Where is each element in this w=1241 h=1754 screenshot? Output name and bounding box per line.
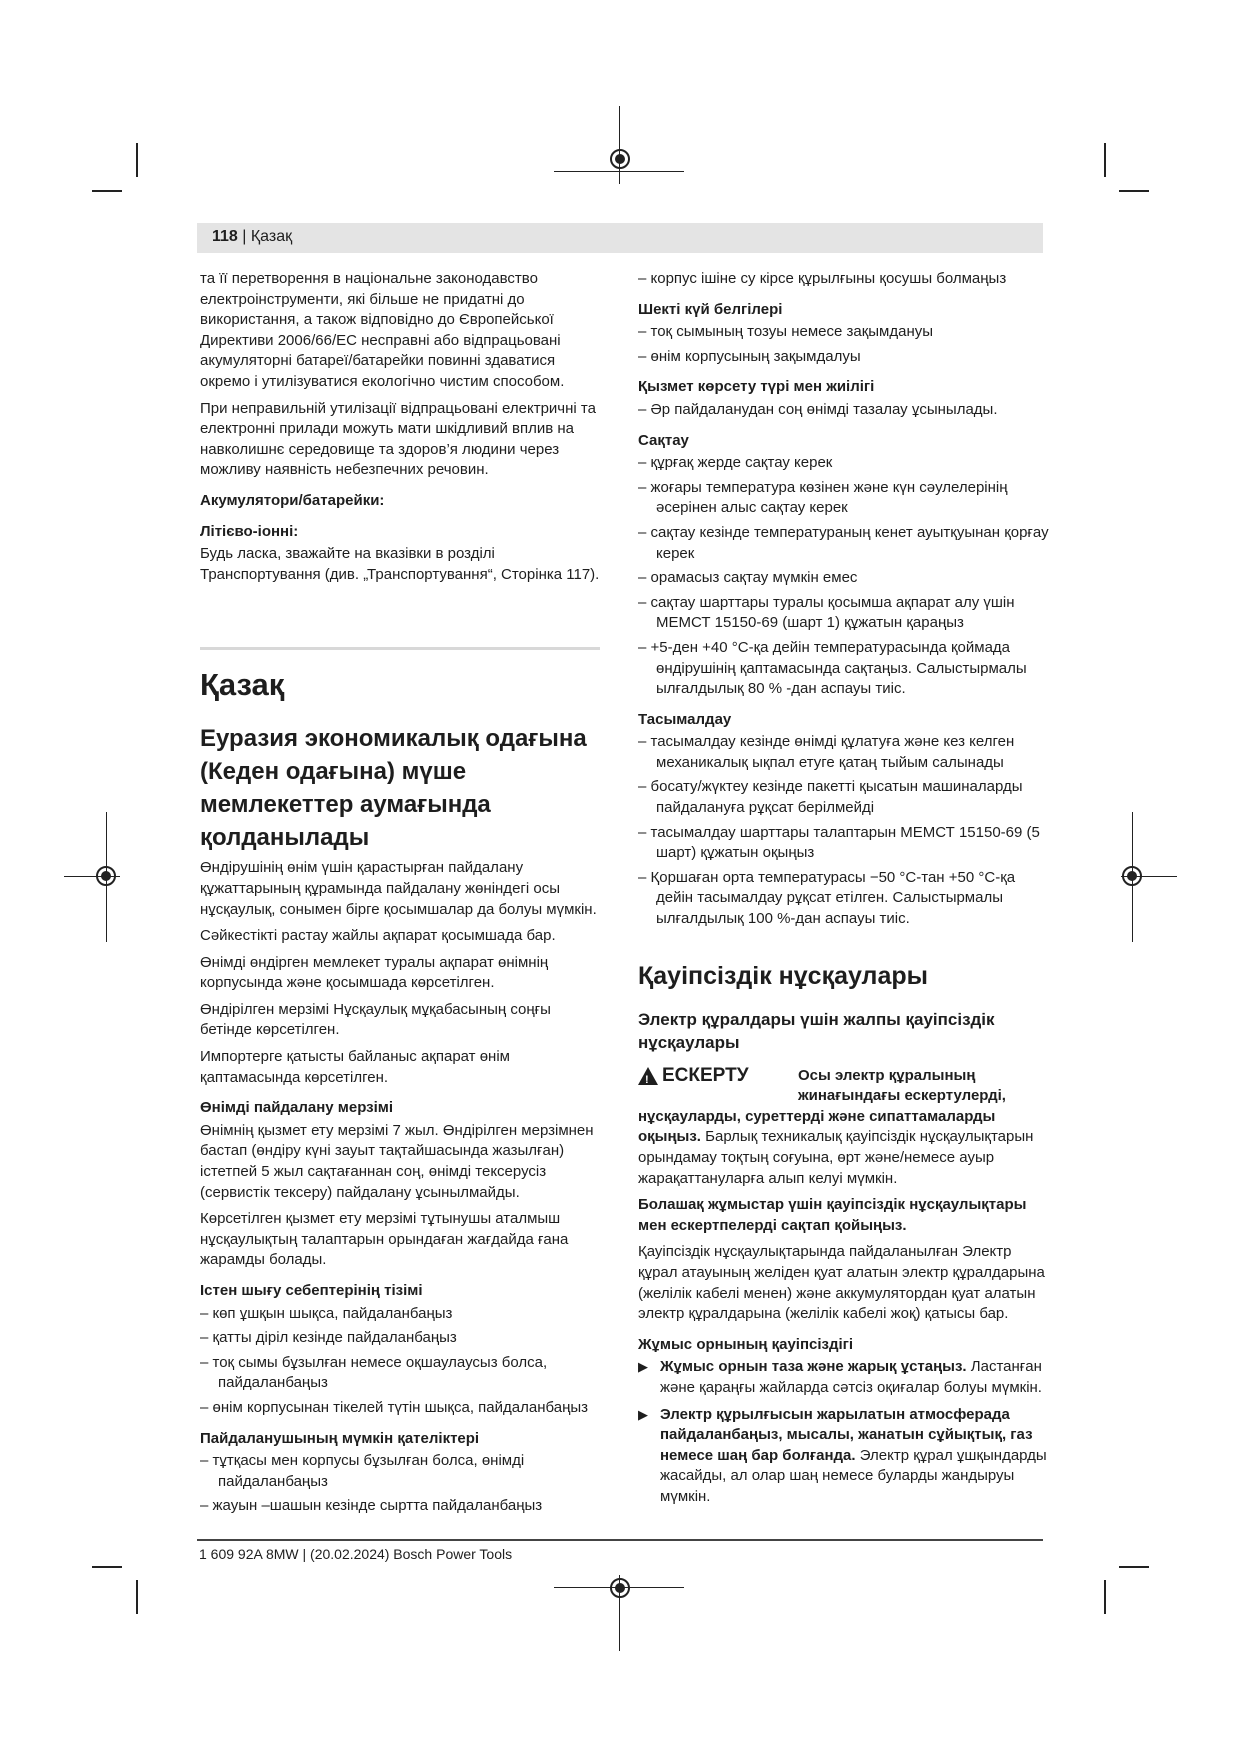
- crop-mark: [1119, 190, 1149, 192]
- header-language: Қазақ: [250, 228, 293, 245]
- right-column: [638, 269, 1053, 1514]
- crop-mark: [92, 1566, 122, 1568]
- section-heading: Пайдаланушының мүмкін қателіктері: [200, 1429, 480, 1447]
- section-heading: Літієво-іонні:: [200, 522, 299, 540]
- list-item: – тұтқасы мен корпусы бұзылған болса, өнімді пайдаланбаңыз: [200, 1452, 525, 1490]
- list-item: – жоғары температура көзінен және күн сәулелерінің әсерінен алыс сақтау керек: [638, 478, 1008, 517]
- warning-word: ЕСКЕРТУ: [662, 1064, 749, 1086]
- warning-head: Осы электр құралының жинағындағы ескертулерді,: [798, 1066, 1006, 1105]
- left-column: [200, 269, 600, 1521]
- paragraph: Өндірілген мерзімі Нұсқаулық мұқабасының соңғы бетінде көрсетілген.: [200, 1000, 551, 1039]
- footer-rule: [197, 1539, 1043, 1541]
- page-footer: 1 609 92A 8MW | (20.02.2024) Bosch Power Tools: [199, 1546, 513, 1562]
- section-divider: [200, 647, 600, 650]
- paragraph: та її перетворення в національне законодавство електроінструменти, які більше не придатні до використання, а також відповідно до Європейської Директиви 2006/66/ЕС несправні або відпрацьовані акумуляторні батареї/батарейки повинні здаватися окремо і утилізуватися екологічно чистим способом.: [200, 270, 565, 390]
- list-item: – жауын –шашын кезінде сыртта пайдаланбаңыз: [200, 1497, 543, 1515]
- list-item: – сақтау шарттары туралы қосымша ақпарат алу үшін МЕМСТ 15150-69 (шарт 1) құжатын қараңыз: [638, 593, 1015, 632]
- bullet-item: [638, 1405, 1053, 1508]
- section-heading: Шекті күй белгілері: [638, 300, 783, 318]
- bullet-bold: Электр құрылғысын жарылатын атмосферада пайдаланбаңыз, мысалы, жанатын сұйықтық, газ немесе шаң бар болғанда.: [660, 1405, 1033, 1464]
- keep-instructions: Болашақ жұмыстар үшін қауіпсіздік нұсқаулықтары мен ескертпелерді сақтап қойыңыз.: [638, 1196, 1027, 1234]
- general-safety-title: Электр құралдары үшін жалпы қауіпсіздік нұсқаулары: [638, 1009, 995, 1052]
- paragraph: Будь ласка, зважайте на вказівки в розділі Транспортування (див. „Транспортування“, Сторінка 117).: [200, 545, 600, 583]
- warning-text: Барлық техникалық қауіпсіздік нұсқаулықтарын орындамау тоқтың соғуына, өрт және/немесе ауыр жарақаттануларға алып келуі мүмкін.: [638, 1128, 1034, 1187]
- warning-label: [638, 1066, 798, 1087]
- section-heading: Қызмет көрсету түрі мен жиілігі: [638, 378, 875, 396]
- crop-mark: [136, 1580, 138, 1614]
- section-heading: Акумулятори/батарейки:: [200, 491, 385, 509]
- language-title: Қазақ: [200, 667, 285, 703]
- triangle-bullet-icon: ▶: [638, 1406, 648, 1422]
- warning-bold: нұсқауларды, суреттерді және сипаттамаларды оқыңыз.: [638, 1107, 996, 1146]
- paragraph: При неправильній утилізації відпрацьовані електричні та електронні прилади можуть мати шкідливий вплив на навколишнє середовище та здоров’я людини через можливу наявність небезпечних речовин.: [200, 399, 596, 479]
- paragraph: Сәйкестікті растау жайлы ақпарат қосымшада бар.: [200, 927, 556, 945]
- list-item: – қатты діріл кезінде пайдаланбаңыз: [200, 1329, 457, 1347]
- crop-mark: [136, 143, 138, 177]
- list-item: – өнім корпусының зақымдалуы: [638, 347, 861, 365]
- section-heading: Істен шығу себептерінің тізімі: [200, 1282, 423, 1299]
- list-item: – Қоршаған орта температурасы −50 °C-тан +50 °C-қа дейін тасымалдау рұқсат етілген. Салыстырмалы ылғалдылық 100 %-дан аспауы тиіс.: [638, 868, 1016, 928]
- list-item: – құрғақ жерде сақтау керек: [638, 454, 833, 472]
- list-item: – босату/жүктеу кезінде пакетті қысатын машиналарды пайдалануға рұқсат берілмейді: [638, 778, 1023, 817]
- warning-icon: !: [638, 1067, 658, 1085]
- list-item: – Әр пайдаланудан соң өнімді тазалау ұсынылады.: [638, 400, 998, 418]
- registration-mark-icon: [610, 1578, 630, 1598]
- header-separator: |: [237, 228, 251, 245]
- list-item: – тасымалдау кезінде өнімді құлатуға және кез келген механикалық ықпал етуге қатаң тыйым салынады: [638, 733, 1015, 771]
- crop-mark: [1104, 143, 1106, 177]
- paragraph: Көрсетілген қызмет ету мерзімі тұтынушы аталмыш нұсқаулықтың талаптарын орындаған жағдайда ғана жарамды болады.: [200, 1210, 569, 1269]
- crop-mark: [1119, 1566, 1149, 1568]
- list-item: – сақтау кезінде температураның кенет ауытқуынан қорғау керек: [638, 523, 1049, 562]
- bullet-text: Ластанған және қараңғы жайларда сәтсіз оқиғалар болуы мүмкін.: [660, 1358, 1042, 1396]
- paragraph: Қауіпсіздік нұсқаулықтарында пайдаланылған Электр құрал атауының желіден қуат алатын электр құралдарына (желілік кабелі менен) және аккумулятордан қуат алатын электр құралдарына (желілік кабелі жоқ) қатысы бар.: [638, 1243, 1045, 1323]
- bullet-text: Электр құрал ұшқындарды жасайды, ал олар шаң немесе буларды жандыруы мүмкін.: [660, 1446, 1047, 1505]
- page-number: 118: [212, 228, 238, 245]
- list-item: – корпус ішіне су кірсе құрылғыны қосушы болмаңыз: [638, 270, 1007, 287]
- registration-mark-icon: [610, 149, 630, 169]
- registration-line: [619, 106, 620, 184]
- crop-mark: [92, 190, 122, 192]
- list-item: – тоқ сымының тозуы немесе зақымдануы: [638, 323, 934, 341]
- paragraph: Өнімді өндірген мемлекет туралы ақпарат өнімнің корпусында және қосымшада көрсетілген.: [200, 953, 549, 992]
- bullet-bold: Жұмыс орнын таза және жарық ұстаңыз.: [660, 1358, 967, 1376]
- bullet-item: [638, 1357, 1053, 1398]
- list-item: – көп ұшқын шықса, пайдаланбаңыз: [200, 1304, 453, 1322]
- paragraph: Өндірушінің өнім үшін қарастырған пайдалану құжаттарының құрамында пайдалану жөніндегі осы нұсқаулық, сонымен бірге қосымшалар да болуы мүмкін.: [200, 859, 597, 918]
- triangle-bullet-icon: ▶: [638, 1359, 648, 1375]
- page-header-bar: [197, 223, 1043, 253]
- eaeu-title: Еуразия экономикалық одағына (Кеден одағына) мүше мемлекеттер аумағында қолданылады: [200, 725, 587, 852]
- list-item: – орамасыз сақтау мүмкін емес: [638, 569, 858, 587]
- section-heading: Жұмыс орнының қауіпсіздігі: [638, 1335, 854, 1353]
- registration-mark-icon: [1122, 866, 1142, 886]
- warning-block: [638, 1066, 1053, 1107]
- paragraph: Өнімнің қызмет ету мерзімі 7 жыл. Өндірілген мерзімнен бастап (өндіру күні зауыт тақтайшасында жазылған) істетпей 5 жыл сақтағаннан соң, өнімді тексерусіз (сервистік тексеру) пайдалану ұсынылмайды.: [200, 1121, 594, 1201]
- registration-mark-icon: [96, 866, 116, 886]
- safety-title: Қауіпсіздік нұсқаулары: [638, 961, 928, 990]
- list-item: – +5-ден +40 °C-қа дейін температурасында қоймада өндірушінің қаптамасында сақтаңыз. Салыстырмалы ылғалдылық 80 % -дан аспауы тиіс.: [638, 638, 1027, 698]
- section-heading: Тасымалдау: [638, 710, 732, 728]
- page-header: [212, 228, 292, 246]
- paragraph: Импортерге қатысты байланыс ақпарат өнім қаптамасында көрсетілген.: [200, 1048, 510, 1086]
- crop-mark: [1104, 1580, 1106, 1614]
- section-heading: Өнімді пайдалану мерзімі: [200, 1099, 394, 1117]
- section-heading: Сақтау: [638, 431, 689, 449]
- list-item: – тоқ сымы бұзылған немесе оқшаулаусыз болса, пайдаланбаңыз: [200, 1353, 548, 1392]
- list-item: – өнім корпусынан тікелей түтін шықса, пайдаланбаңыз: [200, 1398, 589, 1416]
- list-item: – тасымалдау шарттары талаптарын МЕМСТ 15150-69 (5 шарт) құжатын оқыңыз: [638, 823, 1040, 862]
